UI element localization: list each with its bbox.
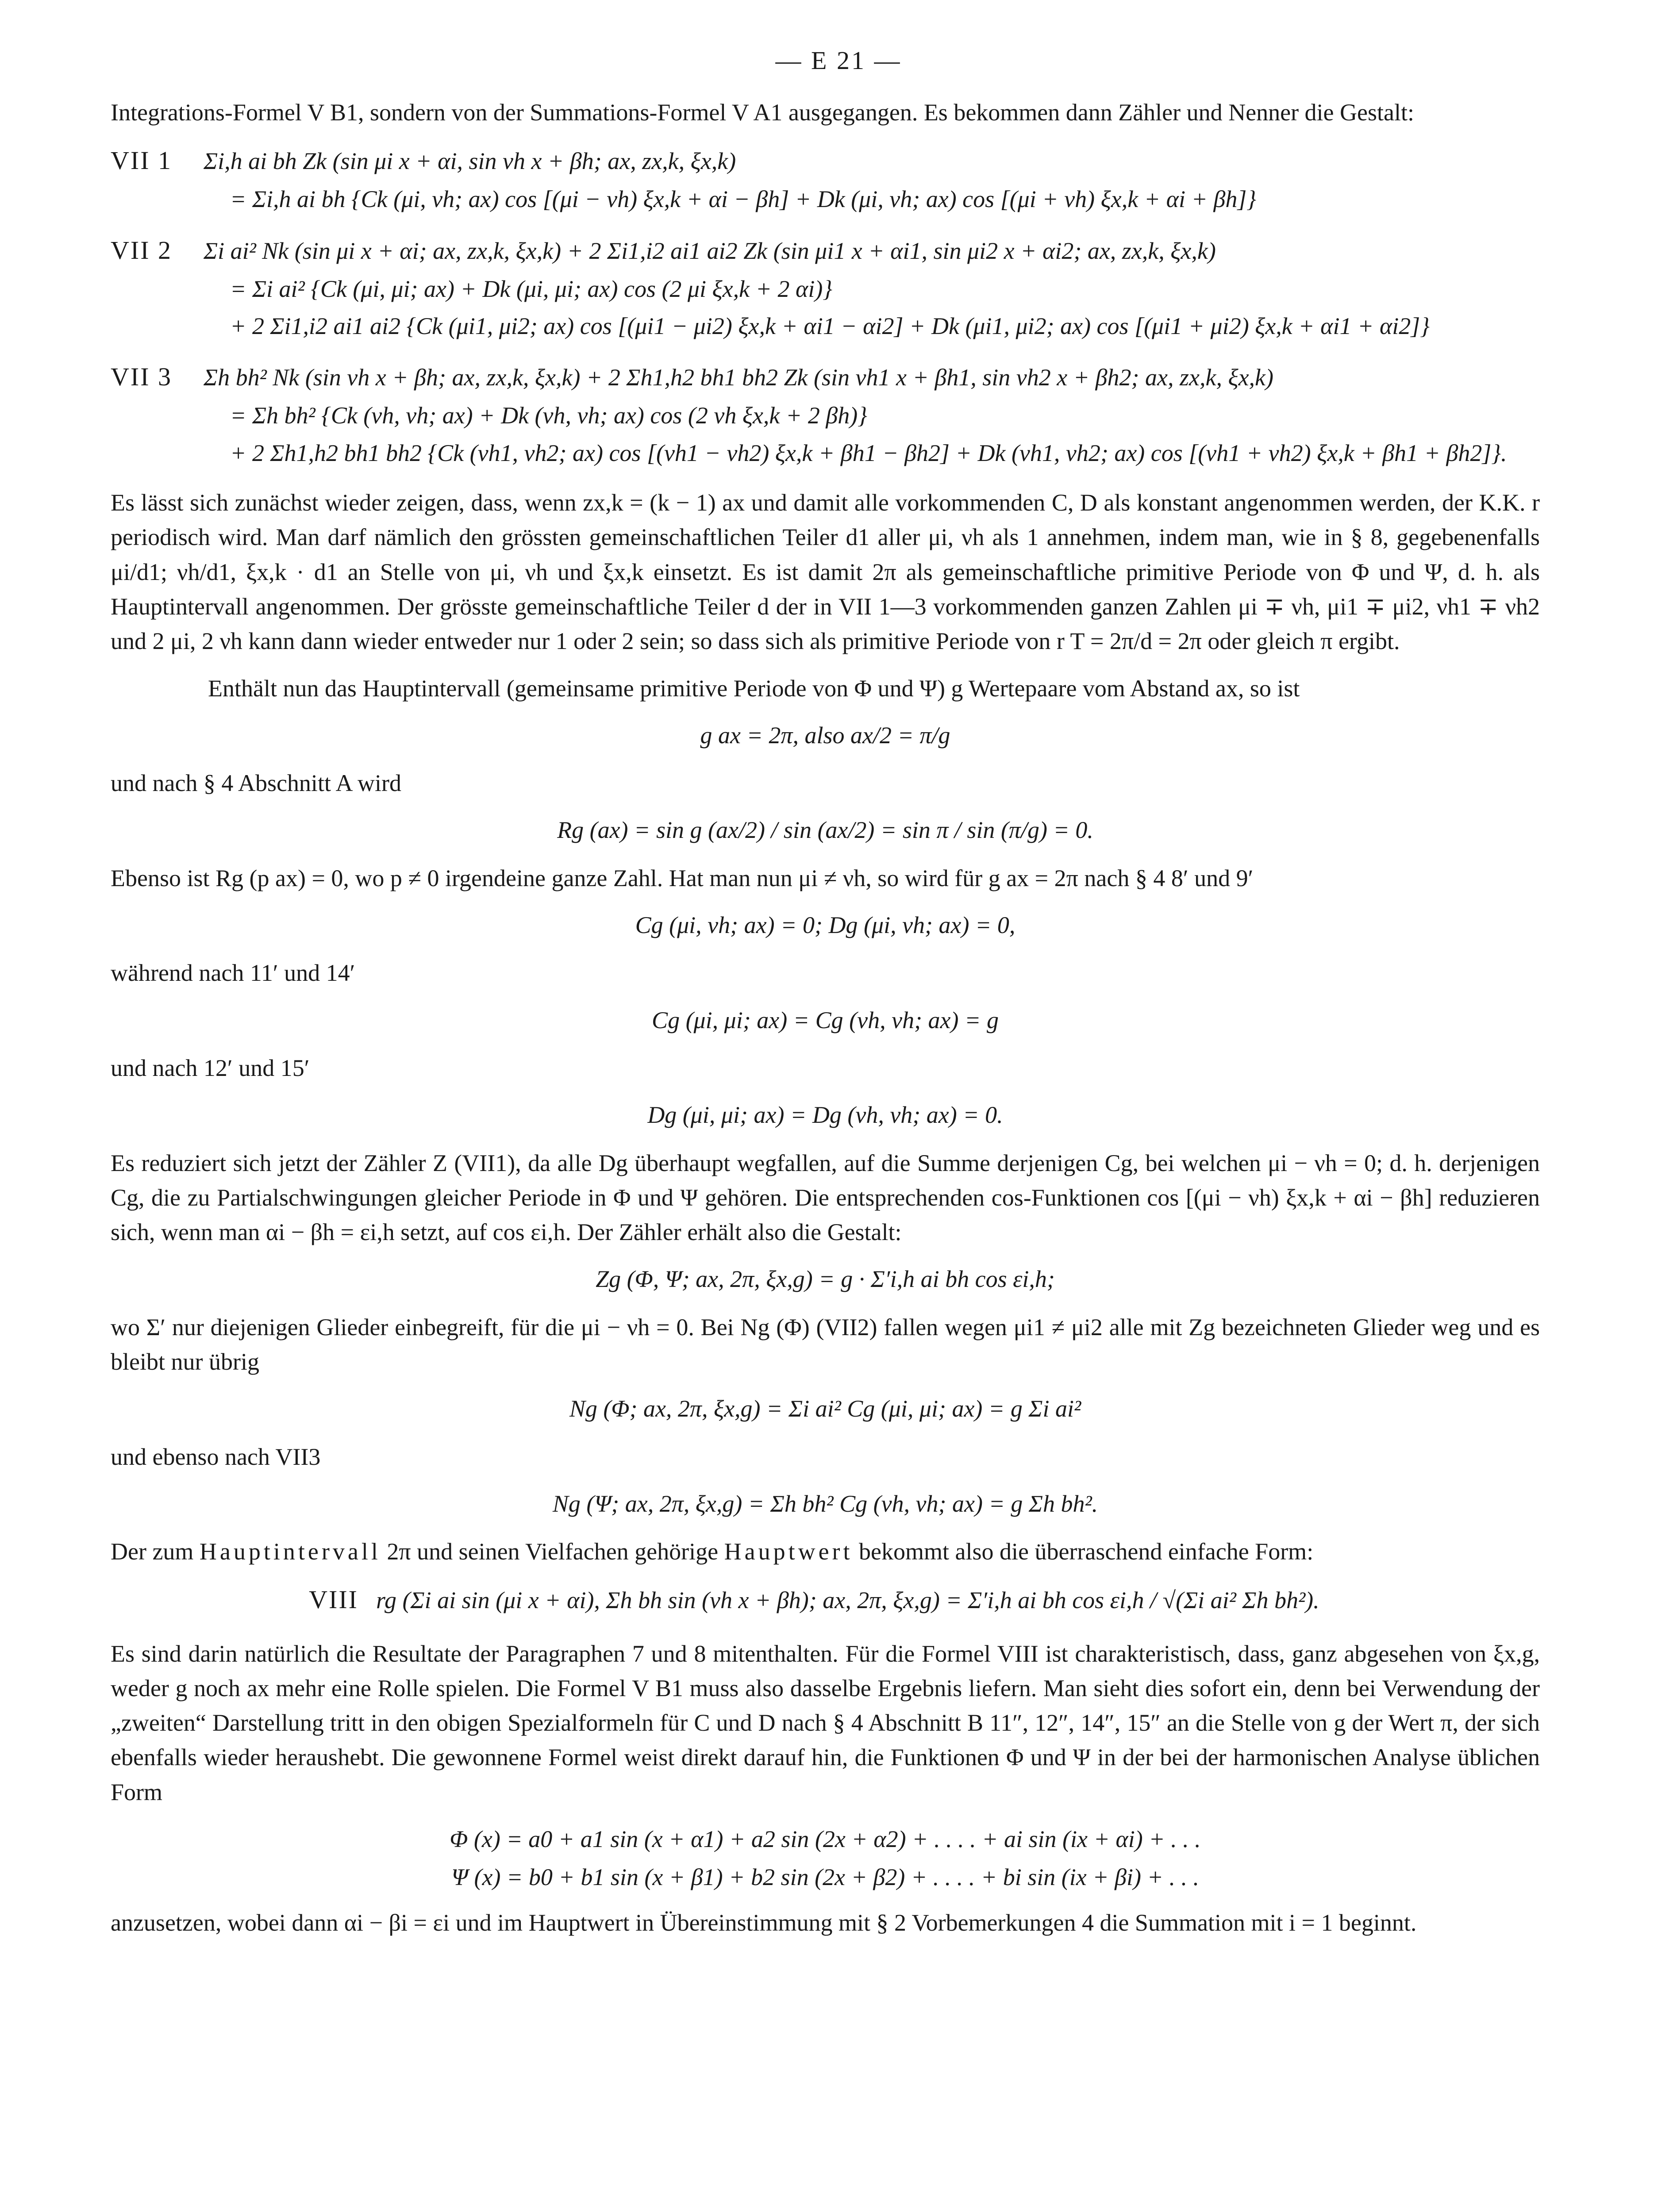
equation-viii-formula: rg (Σi ai sin (μi x + αi), Σh bh sin (νh x + βh); ax, 2π, ξx,g) = Σ′i,h ai bh cos εi,h / √(Σi ai² Σh bh²). <box>376 1587 1319 1614</box>
equation-rg: Rg (ax) = sin g (ax/2) / sin (ax/2) = sin π / sin (π/g) = 0. <box>557 817 1093 844</box>
equation-g-ax: g ax = 2π, also ax/2 = π/g <box>700 722 950 749</box>
paragraph-resultate: Es sind darin natürlich die Resultate der Paragraphen 7 und 8 mitenthalten. Für die Formel VIII ist charakteristisch, dass, ganz abgesehen von ξx,g, weder g noch ax mehr eine Rolle spielen. Die Formel V B1 muss also dasselbe Ergebnis liefern. Man sieht dies sofort ein, denn bei Verwendung der „zweiten“ Darstellung tritt in den obigen Spezialformeln für C und D nach § 4 Abschnitt B 11″, 12″, 14″, 15″ an die Stelle von g der Wert π, der sich ebenfalls wieder heraushebt. Die gewonnene Formel weist direkt darauf hin, die Funktionen Φ und Ψ in der bei der harmonischen Analyse üblichen Form <box>111 1640 1540 1805</box>
equation-vii2-line1: Σi ai² Nk (sin μi x + αi; ax, zx,k, ξx,k) + 2 Σi1,i2 ai1 ai2 Zk (sin μi1 x + αi1, sin μi2 x + αi2; ax, zx,k, ξx,k) <box>204 237 1216 264</box>
text-spaced-hauptwert: Hauptwert <box>724 1538 853 1565</box>
text-fragment: bekommt also die überraschend einfache Form: <box>859 1538 1314 1565</box>
equation-ng-psi: Ng (Ψ; ax, 2π, ξx,g) = Σh bh² Cg (νh, νh; ax) = g Σh bh². <box>552 1490 1098 1517</box>
paragraph-hauptwert <box>111 1534 1540 1569</box>
equation-cg-g: Cg (μi, μi; ax) = Cg (νh, νh; ax) = g <box>652 1006 999 1033</box>
equation-psi-series: Ψ (x) = b0 + b1 sin (x + β1) + b2 sin (2x + β2) + . . . . + bi sin (ix + βi) + . . . <box>451 1864 1199 1891</box>
page-content <box>111 95 1540 1952</box>
equation-vii1-line1: Σi,h ai bh Zk (sin μi x + αi, sin νh x + βh; ax, zx,k, ξx,k) <box>204 148 736 175</box>
equation-vii3-line1: Σh bh² Nk (sin νh x + βh; ax, zx,k, ξx,k) + 2 Σh1,h2 bh1 bh2 Zk (sin νh1 x + βh1, sin νh2 x + βh2; ax, zx,k, ξx,k) <box>204 364 1274 391</box>
paragraph-periodicity: Es lässt sich zunächst wieder zeigen, dass, wenn zx,k = (k − 1) ax und damit alle vorkommenden C, D als konstant angenommen werden, der K.K. r periodisch wird. Man darf nämlich den grössten gemeinschaftlichen Teiler d1 aller μi, νh als 1 annehmen, indem man, wie in § 8, gegebenenfalls μi/d1; νh/d1, ξx,k · d1 an Stelle von μi, νh und ξx,k einsetzt. Es ist damit 2π als gemeinschaftliche primitive Periode von Φ und Ψ, d. h. als Hauptintervall angenommen. Der grösste gemeinschaftliche Teiler d der in VII 1—3 vorkommenden ganzen Zahlen μi ∓ νh, μi1 ∓ μi2, νh1 ∓ νh2 und 2 μi, 2 νh kann dann wieder entweder nur 1 oder 2 sein; so dass sich als primitive Periode von r T = 2π/d = 2π oder gleich π ergibt. <box>111 489 1540 655</box>
paragraph-hauptintervall: Enthält nun das Hauptintervall (gemeinsame primitive Periode von Φ und Ψ) g Wertepaare vom Abstand ax, so ist <box>208 675 1300 702</box>
page-number: — E 21 — <box>775 46 902 75</box>
equation-vii3-line2: = Σh bh² {Ck (νh, νh; ax) + Dk (νh, νh; ax) cos (2 νh ξx,k + 2 βh)} <box>230 402 867 429</box>
equation-label-vii3: VII 3 <box>111 362 173 392</box>
text-spaced-hauptintervall: Hauptintervall <box>199 1538 381 1565</box>
equation-phi-series: Φ (x) = a0 + a1 sin (x + α1) + a2 sin (2x + α2) + . . . . + ai sin (ix + αi) + . . . <box>450 1826 1201 1853</box>
paragraph-intro: Integrations-Formel V B1, sondern von der Summations-Formel V A1 ausgegangen. Es bekommen dann Zähler und Nenner die Gestalt: <box>111 99 1414 126</box>
equation-vii1 <box>111 142 1540 216</box>
equation-vii2-line3: + 2 Σi1,i2 ai1 ai2 {Ck (μi1, μi2; ax) cos [(μi1 − μi2) ξx,k + αi1 − αi2] + Dk (μi1, μi2; ax) cos [(μi1 + μi2) ξx,k + αi1 + αi2]} <box>230 313 1430 340</box>
equation-zg: Zg (Φ, Ψ; ax, 2π, ξx,g) = g · Σ′i,h ai bh cos εi,h; <box>596 1266 1055 1293</box>
paragraph-abschnitt-a: und nach § 4 Abschnitt A wird <box>111 770 401 797</box>
equation-label-vii1: VII 1 <box>111 146 173 175</box>
equation-dg-zero: Dg (μi, μi; ax) = Dg (νh, νh; ax) = 0. <box>647 1102 1003 1129</box>
equation-viii <box>111 1581 1540 1618</box>
equation-label-viii: VIII <box>309 1585 358 1614</box>
paragraph-waehrend: während nach 11′ und 14′ <box>111 960 355 987</box>
equation-vii1-line2: = Σi,h ai bh {Ck (μi, νh; ax) cos [(μi − νh) ξx,k + αi − βh] + Dk (μi, νh; ax) cos [(μi + νh) ξx,k + αi + βh]} <box>230 186 1256 213</box>
paragraph-anzusetzen: anzusetzen, wobei dann αi − βi = εi und im Hauptwert in Übereinstimmung mit § 2 Vorbemerkungen 4 die Summation mit i = 1 beginnt. <box>111 1909 1417 1936</box>
equation-ng-phi: Ng (Φ; ax, 2π, ξx,g) = Σi ai² Cg (μi, μi; ax) = g Σi ai² <box>569 1395 1081 1422</box>
equation-cg-dg-zero: Cg (μi, νh; ax) = 0; Dg (μi, νh; ax) = 0, <box>635 912 1015 939</box>
text-fragment: Der zum <box>111 1538 194 1565</box>
equation-vii3-line3: + 2 Σh1,h2 bh1 bh2 {Ck (νh1, νh2; ax) cos [(νh1 − νh2) ξx,k + βh1 − βh2] + Dk (νh1, νh2; ax) cos [(νh1 + νh2) ξx,k + βh1 + βh2]}. <box>230 439 1507 466</box>
equation-vii2 <box>111 232 1540 344</box>
paragraph-und-nach: und nach 12′ und 15′ <box>111 1054 310 1081</box>
paragraph-zaehler: Es reduziert sich jetzt der Zähler Z (VII1), da alle Dg überhaupt wegfallen, auf die Summe derjenigen Cg, bei welchen μi − νh = 0; d. h. derjenigen Cg, die zu Partialschwingungen gleicher Periode in Φ und Ψ gehören. Die entsprechenden cos-Funktionen cos [(μi − νh) ξx,k + αi − βh] reduzieren sich, wenn man αi − βh = εi,h setzt, auf cos εi,h. Der Zähler erhält also die Gestalt: <box>111 1149 1540 1246</box>
paragraph-glieder: wo Σ′ nur diejenigen Glieder einbegreift, für die μi − νh = 0. Bei Ng (Φ) (VII2) fallen wegen μi1 ≠ μi2 alle mit Zg bezeichneten Glieder weg und es bleibt nur übrig <box>111 1313 1540 1375</box>
equation-vii2-line2: = Σi ai² {Ck (μi, μi; ax) + Dk (μi, μi; ax) cos (2 μi ξx,k + 2 αi)} <box>230 275 832 302</box>
paragraph-ebenso: Ebenso ist Rg (p ax) = 0, wo p ≠ 0 irgendeine ganze Zahl. Hat man nun μi ≠ νh, so wird für g ax = 2π nach § 4 8′ und 9′ <box>111 864 1254 891</box>
equation-vii3 <box>111 358 1540 470</box>
paragraph-ebenso-vii3: und ebenso nach VII3 <box>111 1443 321 1470</box>
equation-label-vii2: VII 2 <box>111 235 173 265</box>
text-fragment: 2π und seinen Vielfachen gehörige <box>387 1538 719 1565</box>
